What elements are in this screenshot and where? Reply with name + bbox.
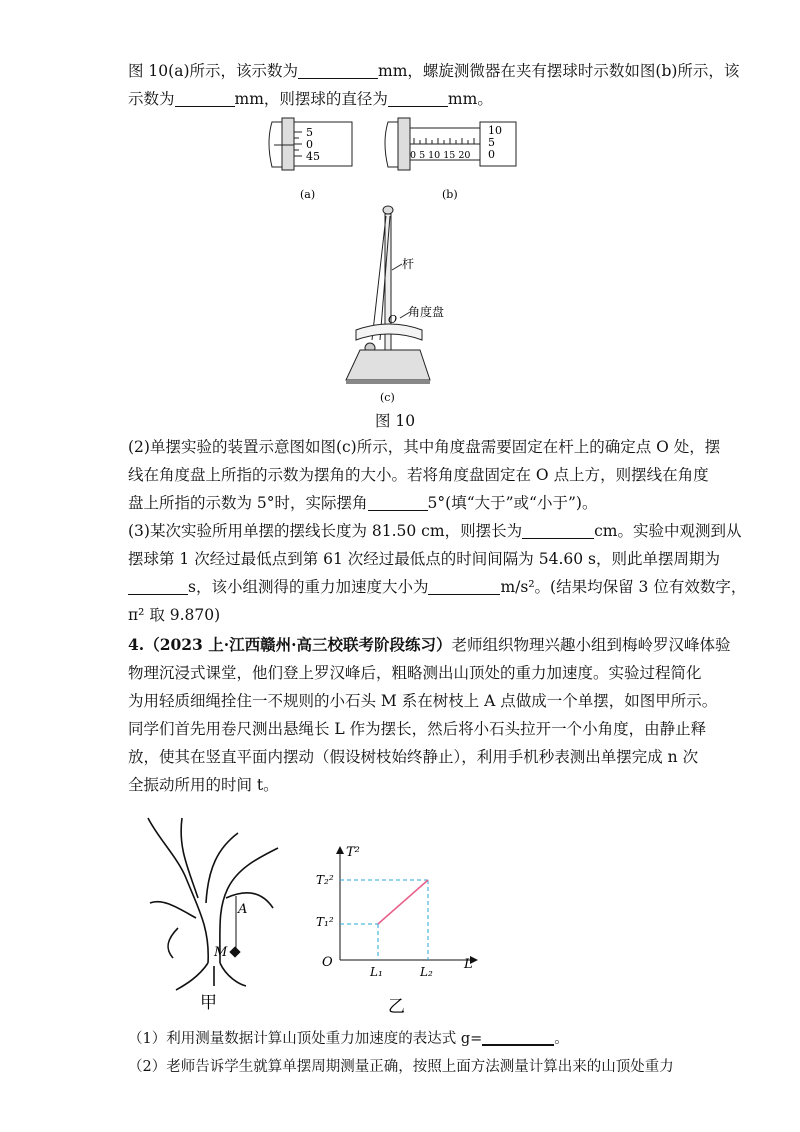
figure-caption: 乙: [388, 997, 405, 1017]
text-segment: 示数为: [128, 90, 175, 108]
text-segment: cm。实验中观测到从: [594, 522, 742, 540]
text-line: π² 取 9.870): [128, 606, 221, 624]
figure-b-micrometer: [378, 112, 538, 202]
text-line: [128, 60, 739, 82]
y-axis-arrow: [336, 846, 344, 854]
answer-blank[interactable]: [482, 1028, 554, 1046]
text-line: [128, 520, 741, 542]
answer-blank[interactable]: [175, 90, 235, 107]
text-segment: (3)某次实验所用单摆的摆线长度为 81.50 cm，则摆长为: [128, 522, 523, 540]
figure-c-pendulum: [340, 200, 480, 405]
figure-a-micrometer: [262, 112, 372, 202]
x-axis-label: L: [464, 957, 473, 972]
text-line: （2）老师告诉学生就算单摆周期测量正确，按照上面方法测量计算出来的山顶处重力: [128, 1059, 674, 1075]
dial-label: 角度盘: [408, 305, 445, 319]
stone-m-label: M: [214, 945, 228, 960]
answer-blank[interactable]: [298, 62, 378, 79]
answer-blank[interactable]: [368, 494, 428, 511]
text-segment: 图 10(a)所示，该示数为: [128, 62, 298, 80]
tick-label: 5: [306, 126, 313, 139]
text-line: 放，使其在竖直平面内摆动（假设树枝始终静止），利用手机秒表测出单摆完成 n 次: [128, 748, 699, 766]
y-tick-label: T₁²: [316, 915, 334, 929]
figure-caption: (a): [300, 188, 316, 201]
text-segment: （1）利用测量数据计算山顶处重力加速度的表达式 g=: [128, 1031, 483, 1047]
answer-blank[interactable]: [522, 522, 594, 539]
rod-label: 杆: [402, 257, 415, 271]
tick-label: 0: [306, 138, 313, 151]
text-segment: mm，则摆球的直径为: [234, 90, 388, 108]
text-line: [128, 576, 746, 598]
figure-caption: (b): [442, 188, 458, 201]
x-tick-label: L₂: [420, 965, 433, 979]
text-line: [128, 492, 597, 514]
answer-blank[interactable]: [128, 578, 188, 595]
figure-yi-graph: [310, 840, 485, 1020]
text-segment: 盘上所指的示数为 5°时，实际摆角: [128, 494, 368, 512]
tick-label: 10: [488, 124, 502, 137]
text-line: [128, 634, 731, 656]
text-line: 摆球第 1 次经过最低点到第 61 次经过最低点的时间间隔为 54.60 s，则此单摆周期为: [128, 550, 720, 568]
figure-caption: 甲: [200, 993, 217, 1013]
question-number: 4.: [128, 635, 145, 654]
text-line: 全振动所用的时间 t。: [128, 776, 279, 794]
text-segment: m/s²。(结果均保留 3 位有效数字，: [500, 578, 747, 596]
text-segment: s，该小组测得的重力加速度大小为: [188, 578, 429, 596]
data-line: [378, 880, 428, 924]
figure-caption: (c): [380, 391, 395, 404]
y-axis-label: T²: [346, 845, 360, 860]
answer-blank[interactable]: [428, 578, 500, 595]
origin-label: O: [322, 955, 333, 970]
text-line: [128, 88, 493, 110]
text-segment: 老师组织物理兴趣小组到梅岭罗汉峰体验: [451, 636, 731, 654]
main-scale-labels: 0 5 10 15 20: [410, 150, 471, 161]
tick-label: 5: [488, 136, 495, 149]
tick-label: 45: [306, 150, 320, 163]
x-tick-label: L₁: [370, 965, 383, 979]
figure-title: 图 10: [375, 412, 416, 430]
text-line: 物理沉浸式课堂，他们登上罗汉峰后，粗略测出山顶处的重力加速度。实验过程简化: [128, 664, 702, 682]
point-a-label: A: [238, 902, 248, 917]
point-label: O: [388, 313, 398, 326]
text-line: [128, 1028, 569, 1050]
figure-jia-tree: [138, 808, 288, 1018]
text-line: (2)单摆实验的装置示意图如图(c)所示，其中角度盘需要固定在杆上的确定点 O 处，摆: [128, 438, 721, 456]
answer-blank[interactable]: [388, 90, 448, 107]
question-source: （2023 上·江西赣州·高三校联考阶段练习）: [144, 635, 452, 654]
text-segment: 5°(填“大于”或“小于”)。: [427, 494, 598, 512]
text-line: 同学们首先用卷尺测出悬绳长 L 作为摆长，然后将小石头拉开一个小角度，由静止释: [128, 720, 707, 738]
text-segment: mm。: [447, 90, 493, 108]
tick-label: 0: [488, 148, 495, 161]
text-line: 线在角度盘上所指的示数为摆角的大小。若将角度盘固定在 O 点上方，则摆线在角度: [128, 466, 709, 484]
y-tick-label: T₂²: [316, 873, 334, 887]
text-segment: mm，螺旋测微器在夹有摆球时示数如图(b)所示，该: [378, 62, 740, 80]
text-line: 为用轻质细绳拴住一不规则的小石头 M 系在树枝上 A 点做成一个单摆，如图甲所示。: [128, 692, 718, 710]
text-segment: 。: [554, 1031, 569, 1047]
